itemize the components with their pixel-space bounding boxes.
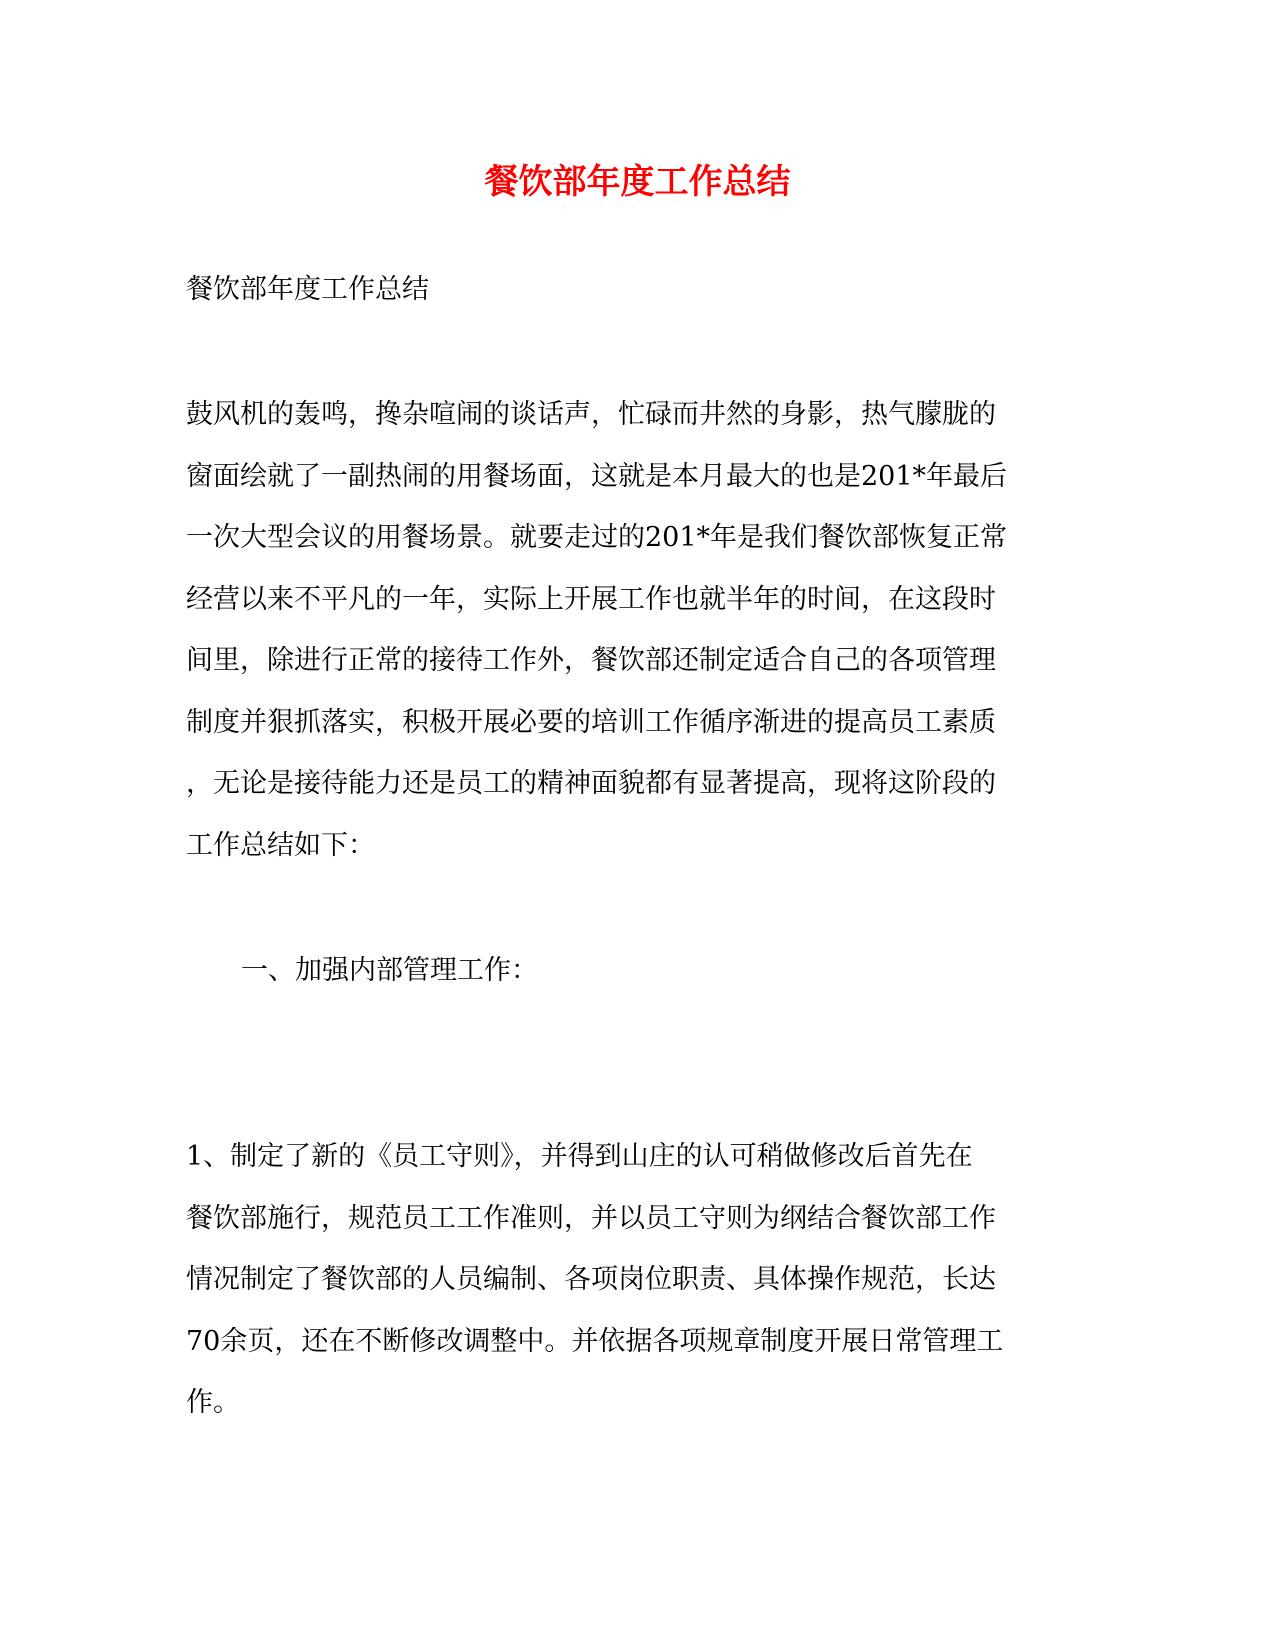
paragraph-line: 窗面绘就了一副热闹的用餐场面，这就是本月最大的也是201*年最后 xyxy=(186,460,1008,492)
item-paragraph xyxy=(186,1126,1024,1434)
paragraph-line: 1、制定了新的《员工守则》，并得到山庄的认可稍做修改后首先在 xyxy=(186,1141,973,1172)
paragraph-line: 餐饮部施行，规范员工工作准则，并以员工守则为纲结合餐饮部工作 xyxy=(186,1202,996,1234)
paragraph-line: 制度并狠抓落实，积极开展必要的培训工作循序渐进的提高员工素质 xyxy=(186,706,996,738)
section-heading: 一、加强内部管理工作： xyxy=(241,955,538,986)
document-title: 餐饮部年度工作总结 xyxy=(484,162,791,202)
paragraph-line: 鼓风机的轰鸣，搀杂喧闹的谈话声，忙碌而井然的身影，热气朦胧的 xyxy=(186,399,996,430)
paragraph-line: 作。 xyxy=(186,1387,240,1418)
paragraph-line: 70余页，还在不断修改调整中。并依据各项规章制度开展日常管理工 xyxy=(186,1325,1004,1357)
paragraph-line: ，无论是接待能力还是员工的精神面貌都有显著提高，现将这阶段的 xyxy=(186,768,996,799)
paragraph-line: 经营以来不平凡的一年，实际上开展工作也就半年的时间，在这段时 xyxy=(186,583,996,615)
document-subtitle: 餐饮部年度工作总结 xyxy=(186,274,429,305)
intro-paragraph xyxy=(186,384,1024,876)
paragraph-line: 间里，除进行正常的接待工作外，餐饮部还制定适合自己的各项管理 xyxy=(186,645,996,676)
paragraph-line: 工作总结如下： xyxy=(186,829,375,861)
paragraph-line: 一次大型会议的用餐场景。就要走过的201*年是我们餐饮部恢复正常 xyxy=(186,522,1008,553)
paragraph-line: 情况制定了餐饮部的人员编制、各项岗位职责、具体操作规范，长达 xyxy=(186,1264,996,1295)
